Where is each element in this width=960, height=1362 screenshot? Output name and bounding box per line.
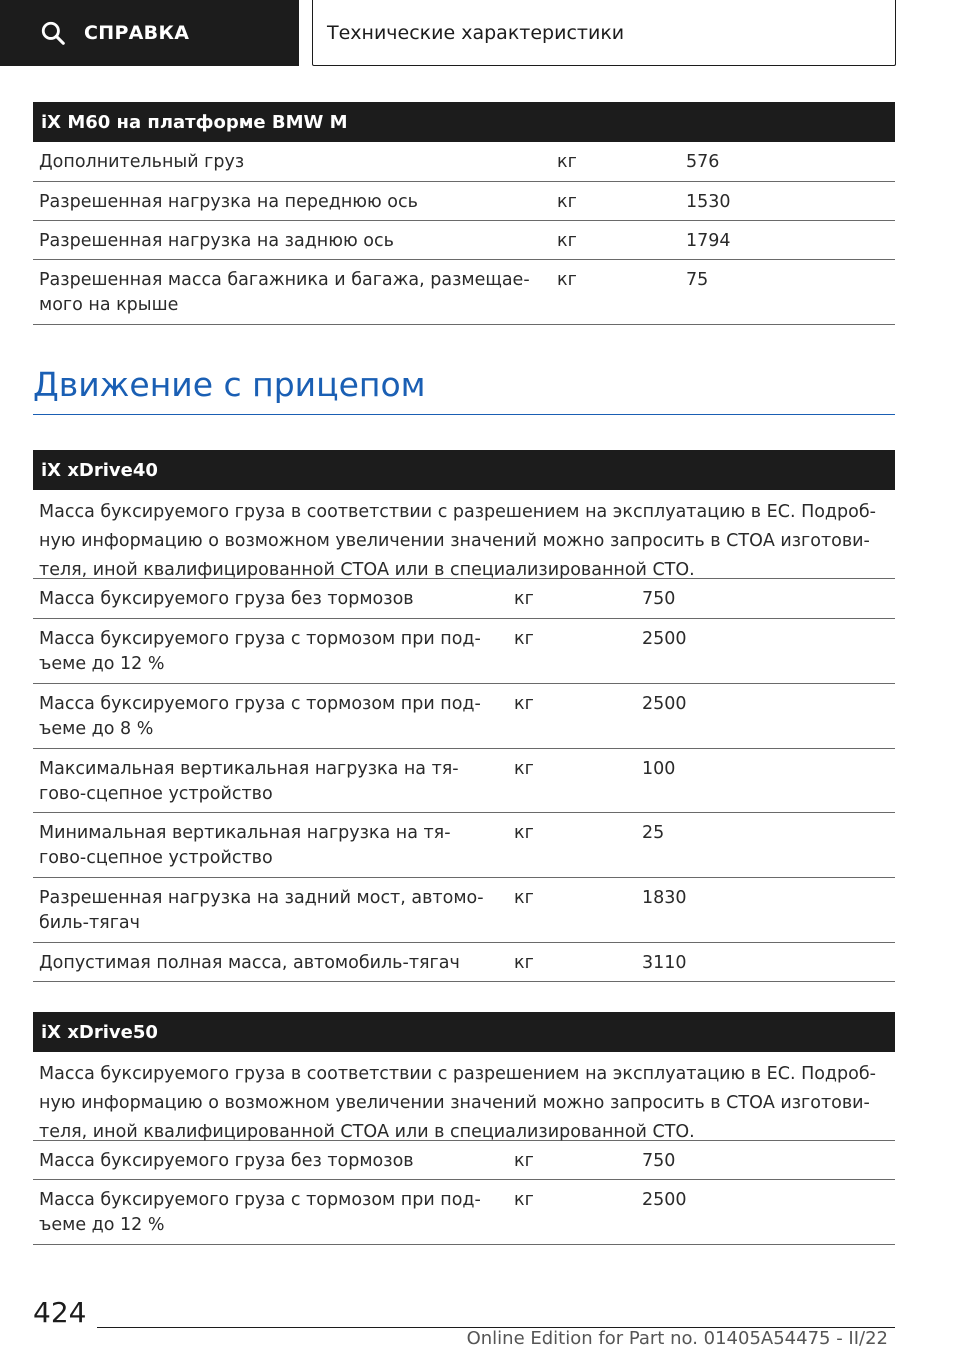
- row-name-line: ъеме до 12 %: [39, 1215, 165, 1235]
- table-header: iX xDrive50: [33, 1012, 895, 1052]
- section-title-tab[interactable]: [312, 0, 896, 66]
- row-value: 75: [686, 270, 709, 290]
- table-row: [33, 142, 895, 182]
- row-unit: кг: [514, 953, 534, 973]
- footer-edition: Online Edition for Part no. 01405A54475 - II/22: [466, 1328, 888, 1349]
- row-name: Разрешенная нагрузка на переднюю ось: [39, 192, 418, 212]
- table-row: [33, 878, 895, 943]
- row-name-line: гово-сцепное устройство: [39, 784, 273, 804]
- row-unit: кг: [514, 589, 534, 609]
- row-name-line: биль-тягач: [39, 913, 140, 933]
- note-line: Масса буксируемого груза в соответствии с разрешением на эксплуатацию в ЕС. Подроб-: [39, 502, 876, 522]
- search-tab[interactable]: [0, 0, 299, 66]
- row-value: 1830: [642, 888, 687, 908]
- table-row: [33, 749, 895, 813]
- row-name-line: Максимальная вертикальная нагрузка на тя-: [39, 759, 459, 779]
- table-row: [33, 619, 895, 684]
- table-row: [33, 579, 895, 619]
- row-name: Дополнительный груз: [39, 152, 245, 172]
- table-header: iX xDrive40: [33, 450, 895, 490]
- row-unit: кг: [557, 192, 577, 212]
- row-value: 1530: [686, 192, 731, 212]
- row-name: Масса буксируемого груза без тормозов: [39, 589, 414, 609]
- row-unit: кг: [514, 694, 534, 714]
- row-name: [39, 268, 530, 318]
- table-row: [33, 813, 895, 878]
- row-unit: кг: [514, 1151, 534, 1171]
- row-unit: кг: [514, 759, 534, 779]
- note-line: Масса буксируемого груза в соответствии с разрешением на эксплуатацию в ЕС. Подроб-: [39, 1064, 876, 1084]
- row-name: [39, 692, 481, 742]
- note-line: ную информацию о возможном увеличении значений можно запросить в СТОА изготови-: [39, 1093, 870, 1113]
- table-row: [33, 684, 895, 749]
- row-value: 100: [642, 759, 676, 779]
- row-value: 3110: [642, 953, 687, 973]
- row-name: [39, 886, 484, 936]
- table-row: [33, 221, 895, 260]
- table-note: [33, 490, 895, 579]
- row-name-line: мого на крыше: [39, 295, 179, 315]
- row-unit: кг: [514, 1190, 534, 1210]
- note-line: теля, иной квалифицированной СТОА или в специализированной СТО.: [39, 1122, 695, 1142]
- row-name-line: Масса буксируемого груза с тормозом при под-: [39, 1190, 481, 1210]
- row-name-line: Разрешенная нагрузка на задний мост, автомо-: [39, 888, 484, 908]
- row-value: 750: [642, 1151, 676, 1171]
- table-ix-m60: [33, 102, 895, 325]
- table-row: [33, 1180, 895, 1245]
- table-row: [33, 260, 895, 325]
- row-unit: кг: [557, 152, 577, 172]
- table-ix-xdrive50: [33, 1012, 895, 1245]
- page-number: 424: [33, 1296, 87, 1329]
- row-unit: кг: [514, 823, 534, 843]
- top-navigation: [0, 0, 960, 66]
- row-name: Разрешенная нагрузка на заднюю ось: [39, 231, 394, 251]
- row-name: [39, 1188, 481, 1238]
- table-header: iX M60 на платформе BMW M: [33, 102, 895, 142]
- row-name-line: гово-сцепное устройство: [39, 848, 273, 868]
- row-name: [39, 821, 451, 871]
- search-tab-label: СПРАВКА: [84, 22, 190, 44]
- row-value: 1794: [686, 231, 731, 251]
- row-value: 2500: [642, 629, 687, 649]
- table-note: [33, 1052, 895, 1141]
- table-ix-xdrive40: [33, 450, 895, 982]
- row-name: [39, 757, 459, 807]
- row-value: 576: [686, 152, 720, 172]
- section-heading: Движение с прицепом: [33, 365, 895, 415]
- row-name-line: ъеме до 8 %: [39, 719, 154, 739]
- row-unit: кг: [514, 888, 534, 908]
- row-value: 2500: [642, 694, 687, 714]
- note-line: теля, иной квалифицированной СТОА или в специализированной СТО.: [39, 560, 695, 580]
- row-name: [39, 627, 481, 677]
- row-name-line: ъеме до 12 %: [39, 654, 165, 674]
- row-name: Масса буксируемого груза без тормозов: [39, 1151, 414, 1171]
- row-value: 2500: [642, 1190, 687, 1210]
- note-line: ную информацию о возможном увеличении значений можно запросить в СТОА изготови-: [39, 531, 870, 551]
- row-name-line: Минимальная вертикальная нагрузка на тя-: [39, 823, 451, 843]
- row-name-line: Масса буксируемого груза с тормозом при под-: [39, 629, 481, 649]
- row-name-line: Масса буксируемого груза с тормозом при под-: [39, 694, 481, 714]
- row-unit: кг: [557, 270, 577, 290]
- row-value: 750: [642, 589, 676, 609]
- row-value: 25: [642, 823, 665, 843]
- row-unit: кг: [557, 231, 577, 251]
- table-row: [33, 1141, 895, 1180]
- row-name-line: Разрешенная масса багажника и багажа, размещае-: [39, 270, 530, 290]
- table-row: [33, 943, 895, 982]
- row-unit: кг: [514, 629, 534, 649]
- row-name: Допустимая полная масса, автомобиль-тягач: [39, 953, 460, 973]
- search-icon: [40, 20, 66, 46]
- table-row: [33, 182, 895, 221]
- section-title-label: Технические характеристики: [327, 21, 625, 44]
